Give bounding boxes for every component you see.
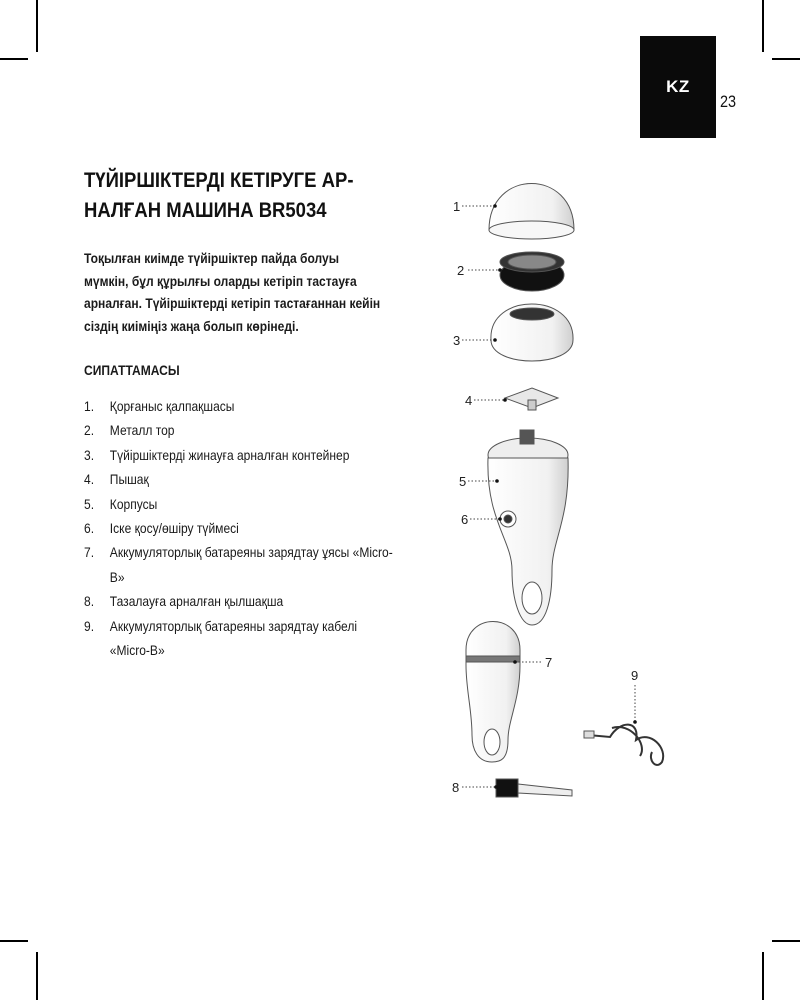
intro-paragraph: Тоқылған киімде түйіршіктер пайда болуы мүмкін, бұл құрылғы оларды кетіріп тастауға арналған. Түйіршіктерді кетіріп тастағаннан кейін сіздің киіміңіз жаңа болып көрінеді.: [84, 250, 381, 334]
item-text: Түйіршіктерді жинауға арналған контейнер: [109, 446, 350, 463]
item-text: Тазалауға арналған қылшақша: [109, 593, 284, 610]
item-number: 5.: [84, 495, 95, 512]
metal-grid-drawing: [500, 252, 564, 291]
list-item: [84, 467, 394, 491]
callout-6: 6: [461, 512, 469, 527]
title-line-2: НАЛҒАН МАШИНА BR5034: [84, 198, 327, 222]
item-number: 6.: [84, 520, 95, 537]
item-text: Металл тор: [109, 422, 175, 439]
item-number: 1.: [84, 398, 95, 414]
charging-body-drawing: [466, 622, 520, 763]
crop-mark: [0, 940, 28, 942]
callout-5: 5: [459, 474, 467, 489]
title-line-1: ТҮЙІРШІКТЕРДІ КЕТІРУГЕ АР-: [84, 168, 354, 192]
item-number: 2.: [84, 422, 95, 439]
crop-mark: [772, 58, 800, 60]
crop-mark: [772, 940, 800, 942]
parts-list: [84, 394, 394, 662]
item-number: 3.: [84, 446, 95, 463]
item-text: Іске қосу/өшіру түймесі: [109, 520, 239, 537]
cable-drawing: [584, 725, 663, 765]
language-tab: KZ: [640, 36, 716, 138]
exploded-view-diagram: [440, 160, 690, 820]
callout-2: 2: [457, 263, 465, 278]
crop-mark: [0, 58, 28, 60]
item-text: Аккумуляторлық батареяны зарядтау кабелі «Micro-B»: [109, 617, 358, 659]
section-heading: СИПАТТАМАСЫ: [84, 362, 180, 378]
list-item: [84, 443, 394, 467]
crop-mark: [762, 0, 764, 52]
crop-mark: [36, 952, 38, 1000]
blade-drawing: [505, 388, 558, 410]
callout-8: 8: [452, 780, 460, 795]
callout-4: 4: [465, 393, 473, 408]
list-item: [84, 492, 394, 516]
lint-container-drawing: [491, 304, 573, 361]
protective-cap-drawing: [489, 184, 574, 240]
brush-drawing: [496, 779, 572, 797]
callout-7: 7: [545, 655, 553, 670]
crop-mark: [36, 0, 38, 52]
callout-9: 9: [631, 668, 639, 683]
item-text: Корпусы: [109, 495, 158, 512]
callout-1: 1: [453, 199, 461, 214]
item-text: Қорғаныс қалпақшасы: [109, 398, 235, 414]
item-number: 9.: [84, 617, 95, 634]
page-number: 23: [720, 92, 737, 111]
list-item: [84, 394, 394, 418]
list-item: [84, 516, 394, 540]
callout-3: 3: [453, 333, 461, 348]
crop-mark: [762, 952, 764, 1000]
item-text: Пышақ: [109, 471, 149, 488]
item-number: 7.: [84, 544, 95, 561]
list-item: [84, 418, 394, 442]
item-text: Аккумуляторлық батареяны зарядтау ұясы «Micro-B»: [109, 544, 393, 585]
body-drawing: [488, 430, 568, 625]
item-number: 4.: [84, 471, 95, 488]
list-item: [84, 540, 394, 589]
item-number: 8.: [84, 593, 95, 610]
page-title: [84, 165, 385, 225]
list-item: [84, 614, 394, 663]
list-item: [84, 589, 394, 613]
